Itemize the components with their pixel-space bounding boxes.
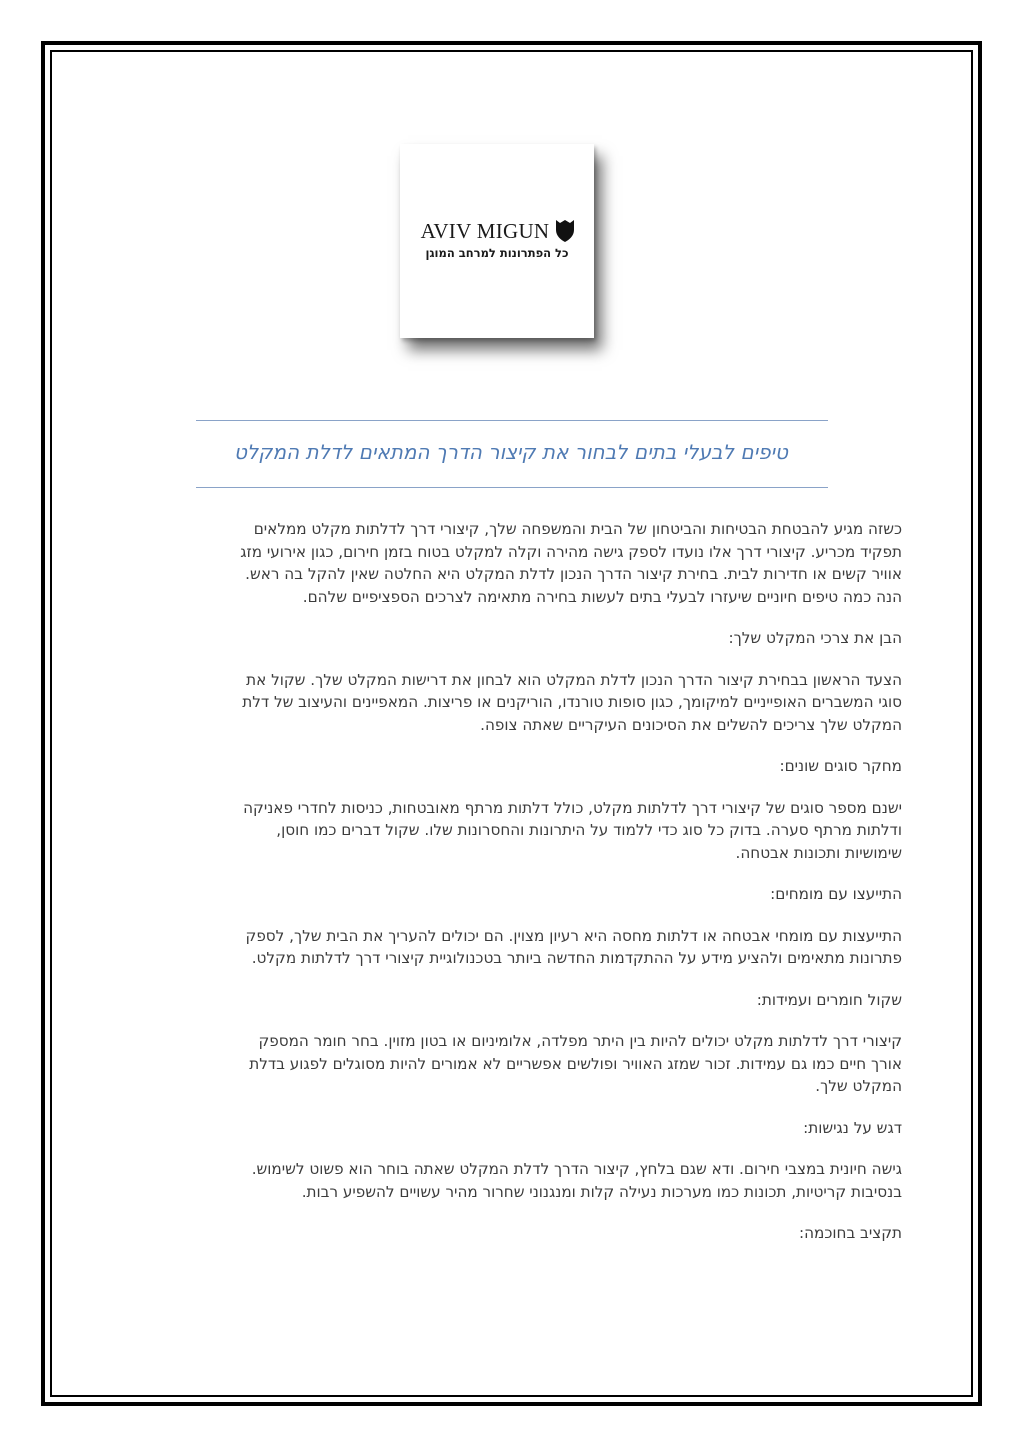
paragraph-line: סוגי המשברים האופייניים למיקומך, כגון סופות טורנדו, הוריקנים או פריצות. המאפיינים והעיצוב של דלת — [242, 693, 902, 711]
company-logo — [400, 144, 594, 338]
logo-name: AVIV MIGUN — [420, 218, 550, 243]
intro-line: כשזה מגיע להבטחת הבטיחות והביטחון של הבית והמשפחה שלך, קיצורי דרך לדלתות מקלט ממלאים — [253, 520, 902, 538]
section-heading: דגש על נגישות: — [803, 1118, 902, 1137]
paragraph-line: פתרונות מתאימים ולהציע מידע על ההתקדמות החדשה ביותר בטכנולוגיית קיצורי דרך לדלתות מקלט. — [251, 949, 902, 967]
section-heading: התייעצו עם מומחים: — [770, 885, 902, 903]
logo-header — [410, 218, 586, 244]
paragraph-line: המקלט שלך צריכים להשלים את הסיכונים העיקריים שאתה צופה. — [480, 715, 902, 734]
intro-line: הנה כמה טיפים חיוניים שיעזרו לבעלי בתים לעשות בחירה מתאימה לצרכים הספציפיים שלהם. — [302, 587, 902, 606]
section-heading: תקציב בחוכמה: — [799, 1224, 902, 1242]
section-paragraph — [124, 797, 902, 865]
paragraph-line: בנסיבות קריטיות, תכונות כמו מערכות נעילה קלות ומנגנוני שחרור מהיר עשויים להשפיע רבות. — [301, 1182, 902, 1201]
paragraph-line: גישה חיונית במצבי חירום. ודא שגם בלחץ, קיצור הדרך לדלת המקלט שאתה בוחר הוא פשוט לשימוש. — [251, 1160, 902, 1178]
intro-line: אוויר קשים או חדירות לבית. בחירת קיצור הדרך הנכון לדלת המקלט היא החלטה שאין להקל בה ראש. — [245, 565, 902, 583]
section-paragraph — [124, 1158, 902, 1203]
paragraph-line: ודלתות מרתף סערה. בדוק כל סוג כדי ללמוד על היתרונות והחסרונות שלו. שקול דברים כמו חוסן, — [276, 821, 902, 839]
intro-line: תפקיד מכריע. קיצורי דרך אלו נועדו לספק גישה מהירה וקלה למקלט בטוח בזמן חירום, כגון אירועי מזג — [240, 542, 902, 561]
paragraph-line: ישנם מספר סוגים של קיצורי דרך לדלתות מקלט, כולל דלתות מרתף מאובטחות, כניסות לחדרי פאניקה — [243, 798, 902, 817]
section-heading: שקול חומרים ועמידות: — [756, 990, 902, 1009]
logo-tagline: כל הפתרונות למרחב המוגן — [425, 246, 569, 260]
title-rule-top — [196, 420, 828, 421]
paragraph-line: התייעצות עם מומחי אבטחה או דלתות מחסה היא רעיון מצוין. הם יכולים להעריך את הבית שלך, לספק — [245, 926, 902, 945]
intro-paragraph — [124, 518, 902, 608]
section-heading: מחקר סוגים שונים: — [779, 757, 902, 775]
section-paragraph — [124, 669, 902, 737]
page-title: טיפים לבעלי בתים לבחור את קיצור הדרך המתאים לדלת המקלט — [233, 440, 788, 464]
paragraph-line: שימושיות ותכונות אבטחה. — [735, 843, 902, 862]
paragraph-line: המקלט שלך. — [815, 1077, 902, 1095]
paragraph-line: אורך חיים כמו גם עמידות. זכור שמזג האוויר ופולשים אפשריים לא אמורים להיות מסוגלים לפגוע בדלת — [249, 1054, 902, 1073]
section-paragraph — [124, 1030, 902, 1098]
article-body — [124, 518, 902, 1245]
paragraph-line: הצעד הראשון בבחירת קיצור הדרך הנכון לדלת המקלט הוא לבחון את דרישות המקלט שלך. שקול את — [246, 670, 902, 689]
section-heading: הבן את צרכי המקלט שלך: — [728, 629, 902, 647]
paragraph-line: קיצורי דרך לדלתות מקלט יכולים להיות בין היתר מפלדה, אלומיניום או בטון מזוין. בחר חומר המספק — [258, 1032, 902, 1050]
shield-icon — [555, 219, 575, 243]
section-paragraph — [124, 925, 902, 970]
title-rule-bottom — [196, 487, 828, 488]
